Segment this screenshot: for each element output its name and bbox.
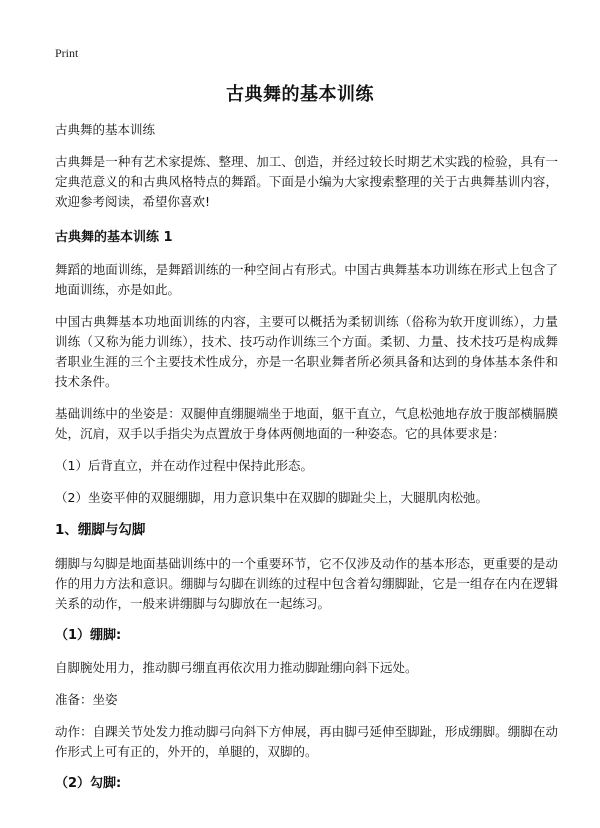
document-title: 古典舞的基本训练: [226, 84, 374, 105]
intro-paragraph: 古典舞是一种有艺术家提炼、整理、加工、创造，并经过较长时期艺术实践的检验，具有一定典范意义的和古典风格特点的舞蹈。下面是小编为大家搜索整理的关于古典舞基训内容，欢迎参考阅读，希望你喜欢!: [55, 154, 558, 209]
preparation-line: 准备：坐姿: [55, 692, 118, 707]
requirement-2: （2）坐姿平伸的双腿绷脚，用力意识集中在双脚的脚趾尖上，大腿肌肉松弛。: [55, 490, 488, 505]
document-subtitle: 古典舞的基本训练: [55, 122, 156, 137]
document-body: [55, 120, 558, 806]
section-heading: 古典舞的基本训练 1: [55, 230, 173, 245]
paragraph-training-content: 中国古典舞基本功地面训练的内容，主要可以概括为柔韧训练（俗称为软开度训练），力量训练（又称为能力训练），技术、技巧动作训练三个方面。柔韧、力量、技术技巧是构成舞者职业生涯的三个主要技术性成分，亦是一名职业舞者所必须具备和达到的身体基本条件和技术条件。: [55, 314, 558, 389]
paragraph-point-foot: 自脚腕处用力，推动脚弓绷直再依次用力推动脚趾绷向斜下远处。: [55, 660, 418, 675]
paragraph-point-flex: 绷脚与勾脚是地面基础训练中的一个重要环节，它不仅涉及动作的基本形态，更重要的是动作的用力方法和意识。绷脚与勾脚在训练的过程中包含着勾绷脚趾，它是一组存在内在逻辑关系的动作，一般来讲绷脚与勾脚放在一起练习。: [55, 556, 558, 611]
print-label: Print: [55, 46, 79, 60]
requirement-1: （1）后背直立，并在动作过程中保持此形态。: [55, 458, 313, 473]
paragraph-sitting-posture: 基础训练中的坐姿是：双腿伸直绷腿端坐于地面，躯干直立，气息松弛地存放于腹部横膈膜处，沉肩，双手以手指尖为点置放于身体两侧地面的一种姿态。它的具体要求是：: [55, 406, 558, 441]
item-heading-point-foot: （1）绷脚:: [55, 628, 122, 643]
action-paragraph: 动作：自踝关节处发力推动脚弓向斜下方伸展，再由脚弓延伸至脚趾，形成绷脚。绷脚在动作形式上可有正的，外开的，单腿的，双脚的。: [55, 724, 558, 759]
topic-heading: 1、绷脚与勾脚: [55, 522, 146, 538]
item-heading-flex-foot: （2）勾脚:: [55, 776, 122, 791]
paragraph-ground-training: 舞蹈的地面训练，是舞蹈训练的一种空间占有形式。中国古典舞基本功训练在形式上包含了地面训练，亦是如此。: [55, 262, 558, 297]
